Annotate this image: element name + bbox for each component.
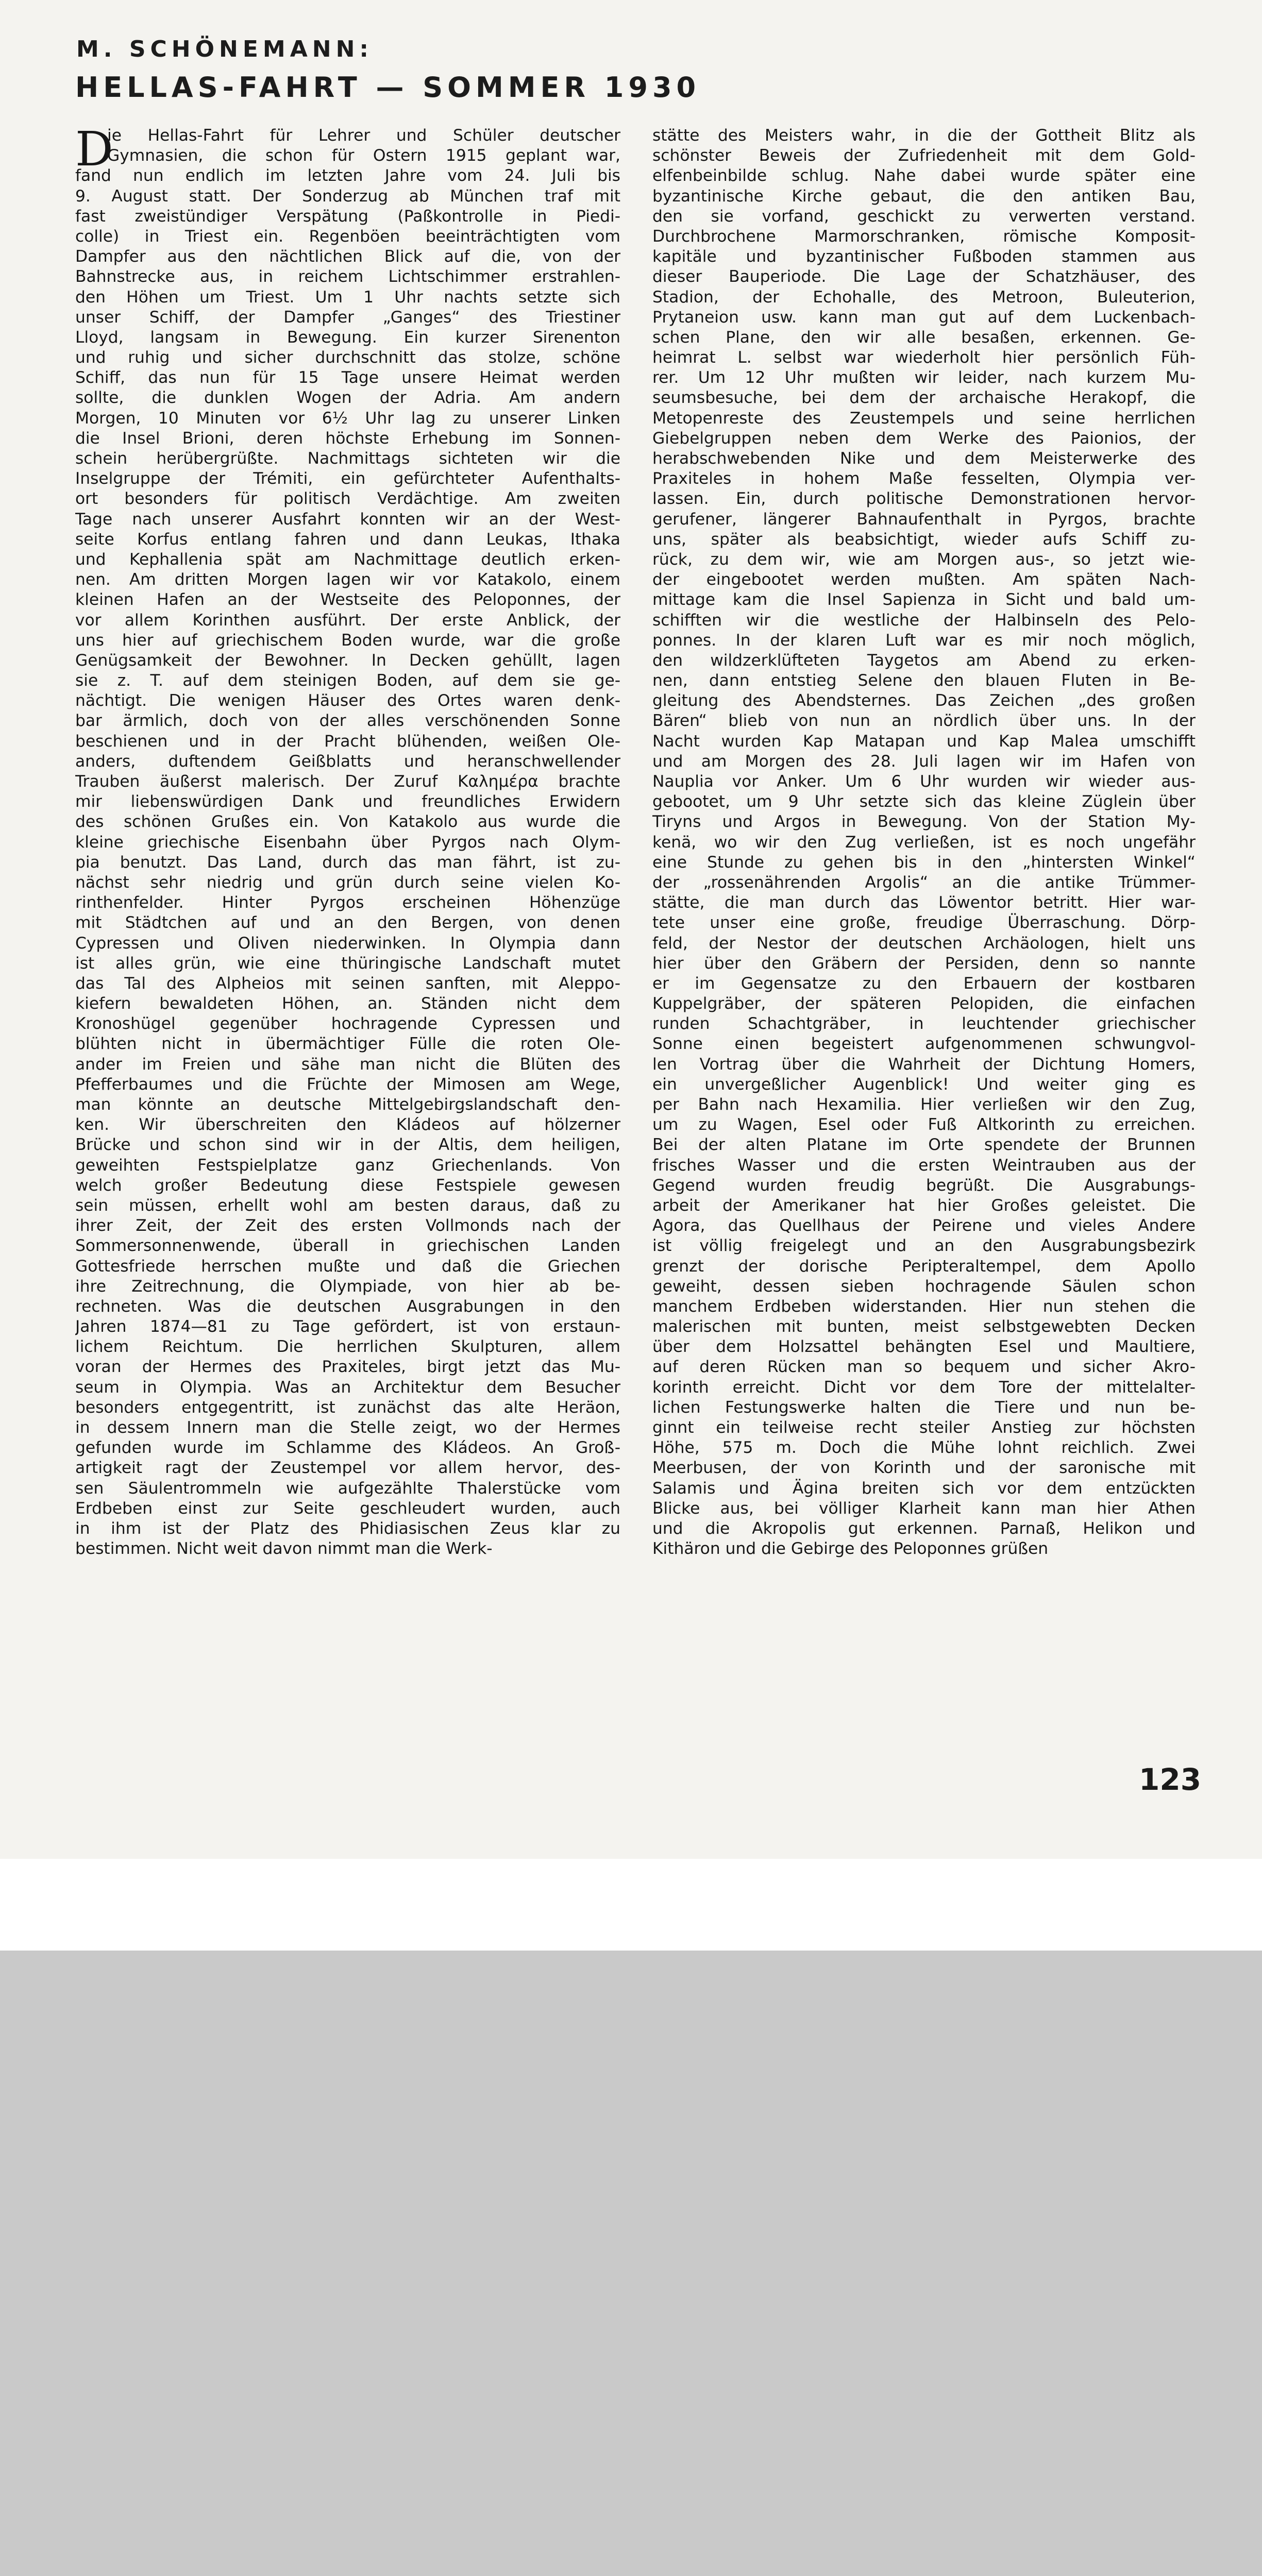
- text-line: anders, duftendem Geißblatts und heranschwellender: [75, 752, 620, 771]
- text-line: lichen Festungswerke halten die Tiere und nun be-: [652, 1398, 1196, 1417]
- text-line: vor allem Korinthen ausführt. Der erste Anblick, der: [75, 611, 620, 630]
- text-line: das Tal des Alpheios mit seinen sanften, mit Aleppo-: [75, 974, 620, 993]
- text-line: dieser Bauperiode. Die Lage der Schatzhäuser, des: [652, 267, 1196, 286]
- text-line: Tage nach unserer Ausfahrt konnten wir an der West-: [75, 510, 620, 529]
- text-line: und Kephallenia spät am Nachmittage deutlich erken-: [75, 550, 620, 569]
- text-line: seumsbesuche, bei dem der archaische Herakopf, die: [652, 388, 1196, 408]
- text-line: schifften wir die westliche der Halbinseln des Pelo-: [652, 611, 1196, 630]
- text-line: fand nun endlich im letzten Jahre vom 24. Juli bis: [75, 166, 620, 185]
- text-line: sie z. T. auf dem steinigen Boden, auf dem sie ge-: [75, 671, 620, 690]
- text-line: nen. Am dritten Morgen lagen wir vor Katakolo, einem: [75, 570, 620, 589]
- text-line: artigkeit ragt der Zeustempel vor allem hervor, des-: [75, 1459, 620, 1478]
- text-line: mittage kam die Insel Sapienza in Sicht und bald um-: [652, 590, 1196, 609]
- text-line: runden Schachtgräber, in leuchtender griechischer: [652, 1014, 1196, 1033]
- text-line: nen, dann entstieg Selene den blauen Fluten in Be-: [652, 671, 1196, 690]
- article-author: M. SCHÖNEMANN:: [76, 36, 373, 62]
- text-line: eine Stunde zu gehen bis in den „hintersten Winkel“: [652, 853, 1196, 872]
- text-line: ponnes. In der klaren Luft war es mir noch möglich,: [652, 631, 1196, 650]
- text-line: voran der Hermes des Praxiteles, birgt jetzt das Mu-: [75, 1358, 620, 1377]
- text-line: beschienen und in der Pracht blühenden, weißen Ole-: [75, 732, 620, 751]
- text-line: Kronoshügel gegenüber hochragende Cypressen und: [75, 1014, 620, 1033]
- text-line: Sonne einen begeistert aufgenommenen schwungvol-: [652, 1035, 1196, 1054]
- text-line: ein unvergeßlicher Augenblick! Und weiter ging es: [652, 1075, 1196, 1094]
- text-line: Stadion, der Echohalle, des Metroon, Buleuterion,: [652, 287, 1196, 307]
- text-line: Morgen, 10 Minuten vor 6½ Uhr lag zu unserer Linken: [75, 409, 620, 428]
- text-line: und die Akropolis gut erkennen. Parnaß, Helikon und: [652, 1519, 1196, 1538]
- text-line: um zu Wagen, Esel oder Fuß Altkorinth zu erreichen.: [652, 1115, 1196, 1134]
- text-line: seum in Olympia. Was an Architektur dem Besucher: [75, 1378, 620, 1397]
- text-line: der eingebootet werden mußten. Am späten Nach-: [652, 570, 1196, 589]
- text-line: ist völlig freigelegt und an den Ausgrabungsbezirk: [652, 1236, 1196, 1256]
- text-line: über dem Holzsattel behängten Esel und Maultiere,: [652, 1337, 1196, 1357]
- text-line: stätte, die man durch das Löwentor betritt. Hier war-: [652, 893, 1196, 912]
- text-line: Genügsamkeit der Bewohner. In Decken gehüllt, lagen: [75, 651, 620, 670]
- text-line: rer. Um 12 Uhr mußten wir leider, nach kurzem Mu-: [652, 368, 1196, 387]
- text-line: elfenbeinbilde schlug. Nahe dabei wurde später eine: [652, 166, 1196, 185]
- text-line: unser Schiff, der Dampfer „Ganges“ des Triestiner: [75, 308, 620, 327]
- text-line: stätte des Meisters wahr, in die der Gottheit Blitz als: [652, 126, 1196, 145]
- text-line: ginnt ein teilweise recht steiler Anstieg zur höchsten: [652, 1418, 1196, 1437]
- text-line: Schiff, das nun für 15 Tage unsere Heimat werden: [75, 368, 620, 387]
- text-line: Gegend wurden freudig begrüßt. Die Ausgrabungs-: [652, 1176, 1196, 1195]
- text-line: auf deren Rücken man so bequem und sicher Akro-: [652, 1358, 1196, 1377]
- text-line: rück, zu dem wir, wie am Morgen aus-, so jetzt wie-: [652, 550, 1196, 569]
- drop-cap: D: [75, 122, 113, 177]
- text-line: kenä, wo wir den Zug verließen, ist es noch ungefähr: [652, 833, 1196, 852]
- text-line: den Höhen um Triest. Um 1 Uhr nachts setzte sich: [75, 287, 620, 307]
- text-line: Cypressen und Oliven niederwinken. In Olympia dann: [75, 934, 620, 953]
- text-line: geweiht, dessen sieben hochragende Säulen schon: [652, 1277, 1196, 1296]
- text-line: bestimmen. Nicht weit davon nimmt man die Werk-: [75, 1539, 493, 1558]
- text-line: nächtigt. Die wenigen Häuser des Ortes waren denk-: [75, 691, 620, 710]
- text-line: ander im Freien und sähe man nicht die Blüten des: [75, 1055, 620, 1074]
- text-line: Blicke aus, bei völliger Klarheit kann man hier Athen: [652, 1499, 1196, 1518]
- page-number: 123: [1139, 1762, 1202, 1797]
- text-line: den wildzerklüfteten Taygetos am Abend zu erken-: [652, 651, 1196, 670]
- text-line: len Vortrag über die Wahrheit der Dichtung Homers,: [652, 1055, 1196, 1074]
- text-line: gefunden wurde im Schlamme des Kládeos. An Groß-: [75, 1438, 620, 1458]
- text-line: tete unser eine große, freudige Überraschung. Dörp-: [652, 913, 1196, 933]
- text-line: byzantinische Kirche gebaut, die den antiken Bau,: [652, 187, 1196, 206]
- text-line: gebootet, um 9 Uhr setzte sich das kleine Züglein über: [652, 792, 1196, 811]
- text-line: gerufener, längerer Bahnaufenthalt in Pyrgos, brachte: [652, 510, 1196, 529]
- text-line: Pfefferbaumes und die Früchte der Mimosen am Wege,: [75, 1075, 620, 1094]
- text-line: in ihm ist der Platz des Phidiasischen Zeus klar zu: [75, 1519, 620, 1538]
- text-line: fast zweistündiger Verspätung (Paßkontrolle in Piedi-: [75, 207, 620, 226]
- text-line: Gymnasien, die schon für Ostern 1915 geplant war,: [107, 146, 620, 165]
- text-line: geweihten Festspielplatze ganz Griechenlands. Von: [75, 1156, 620, 1175]
- text-line: Höhe, 575 m. Doch die Mühe lohnt reichlich. Zwei: [652, 1438, 1196, 1458]
- text-line: rinthenfelder. Hinter Pyrgos erscheinen Höhenzüge: [75, 893, 620, 912]
- text-line: Bären“ blieb von nun an nördlich über uns. In der: [652, 711, 1196, 731]
- text-line: Nauplia vor Anker. Um 6 Uhr wurden wir wieder aus-: [652, 772, 1196, 791]
- text-line: pia benutzt. Das Land, durch das man fährt, ist zu-: [75, 853, 620, 872]
- text-line: uns hier auf griechischem Boden wurde, war die große: [75, 631, 620, 650]
- text-line: herabschwebenden Nike und dem Meisterwerke des: [652, 449, 1196, 468]
- text-line: er im Gegensatze zu den Erbauern der kostbaren: [652, 974, 1196, 993]
- text-line: Kithäron und die Gebirge des Peloponnes grüßen: [652, 1539, 1049, 1558]
- text-line: Giebelgruppen neben dem Werke des Paionios, der: [652, 429, 1196, 448]
- left-text-column: [75, 122, 620, 1559]
- text-line: lichem Reichtum. Die herrlichen Skulpturen, allem: [75, 1337, 620, 1357]
- text-line: Inselgruppe der Trémiti, ein gefürchteter Aufenthalts-: [75, 469, 620, 488]
- text-line: mir liebenswürdigen Dank und freundliches Erwidern: [75, 792, 620, 811]
- text-line: kleinen Hafen an der Westseite des Peloponnes, der: [75, 590, 620, 609]
- text-line: Kuppelgräber, der späteren Pelopiden, die einfachen: [652, 994, 1196, 1013]
- text-line: bar ärmlich, doch von der alles verschönenden Sonne: [75, 711, 620, 731]
- text-line: des schönen Grußes ein. Von Katakolo aus wurde die: [75, 812, 620, 832]
- text-line: in dessem Innern man die Stelle zeigt, wo der Hermes: [75, 1418, 620, 1437]
- text-line: ist alles grün, wie eine thüringische Landschaft mutet: [75, 954, 620, 973]
- text-line: colle) in Triest ein. Regenböen beeinträchtigten vom: [75, 227, 620, 246]
- text-line: malerischen mit bunten, meist selbstgewebten Decken: [652, 1317, 1196, 1336]
- text-line: seite Korfus entlang fahren und dann Leukas, Ithaka: [75, 530, 620, 549]
- text-line: ort besonders für politisch Verdächtige. Am zweiten: [75, 489, 620, 509]
- text-line: ihrer Zeit, der Zeit des ersten Vollmonds nach der: [75, 1216, 620, 1235]
- text-line: und ruhig und sicher durchschnitt das stolze, schöne: [75, 348, 620, 367]
- text-line: gleitung des Abendsternes. Das Zeichen „des großen: [652, 691, 1196, 710]
- text-line: heimrat L. selbst war wiederholt hier persönlich Füh-: [652, 348, 1196, 367]
- text-line: per Bahn nach Hexamilia. Hier verließen wir den Zug,: [652, 1095, 1196, 1114]
- text-line: kapitäle und byzantinischer Fußboden stammen aus: [652, 247, 1196, 266]
- text-line: kleine griechische Eisenbahn über Pyrgos nach Olym-: [75, 833, 620, 852]
- viewer-footer: [0, 1859, 1262, 1951]
- text-line: ihre Zeitrechnung, die Olympiade, von hier ab be-: [75, 1277, 620, 1296]
- text-line: den sie vorfand, geschickt zu verwerten verstand.: [652, 207, 1196, 226]
- text-line: frisches Wasser und die ersten Weintrauben aus der: [652, 1156, 1196, 1175]
- text-line: Agora, das Quellhaus der Peirene und vieles Andere: [652, 1216, 1196, 1235]
- text-line: ken. Wir überschreiten den Kládeos auf hölzerner: [75, 1115, 620, 1134]
- text-line: Lloyd, langsam in Bewegung. Ein kurzer Sirenenton: [75, 328, 620, 347]
- text-line: Brücke und schon sind wir in der Altis, dem heiligen,: [75, 1136, 620, 1155]
- text-line: schen Plane, den wir alle besaßen, erkennen. Ge-: [652, 328, 1196, 347]
- text-line: 9. August statt. Der Sonderzug ab München traf mit: [75, 187, 620, 206]
- text-line: und am Morgen des 28. Juli lagen wir im Hafen von: [652, 752, 1196, 771]
- text-line: rechneten. Was die deutschen Ausgrabungen in den: [75, 1297, 620, 1316]
- text-line: korinth erreicht. Dicht vor dem Tore der mittelalter-: [652, 1378, 1196, 1397]
- text-line: grenzt der dorische Peripteraltempel, dem Apollo: [652, 1257, 1196, 1276]
- text-line: Dampfer aus den nächtlichen Blick auf die, von der: [75, 247, 620, 266]
- text-line: mit Städtchen auf und an den Bergen, von denen: [75, 913, 620, 933]
- text-line: manchem Erdbeben widerstanden. Hier nun stehen die: [652, 1297, 1196, 1316]
- right-text-column: [652, 126, 1196, 1559]
- text-line: Erdbeben einst zur Seite geschleudert wurden, auch: [75, 1499, 620, 1518]
- text-line: Sommersonnenwende, überall in griechischen Landen: [75, 1236, 620, 1256]
- text-line: hier über den Gräbern der Persiden, denn so nannte: [652, 954, 1196, 973]
- text-line: Bahnstrecke aus, in reichem Lichtschimmer erstrahlen-: [75, 267, 620, 286]
- text-line: ie Hellas-Fahrt für Lehrer und Schüler deutscher: [107, 126, 620, 145]
- text-line: Bei der alten Platane im Orte spendete der Brunnen: [652, 1136, 1196, 1155]
- text-line: kiefern bewaldeten Höhen, an. Ständen nicht dem: [75, 994, 620, 1013]
- text-line: Trauben äußerst malerisch. Der Zuruf Καλημέρα brachte: [75, 772, 620, 791]
- text-line: man könnte an deutsche Mittelgebirgslandschaft den-: [75, 1095, 620, 1114]
- text-line: welch großer Bedeutung diese Festspiele gewesen: [75, 1176, 620, 1195]
- text-line: feld, der Nestor der deutschen Archäologen, hielt uns: [652, 934, 1196, 953]
- text-line: blühten nicht in übermächtiger Fülle die roten Ole-: [75, 1035, 620, 1054]
- text-line: lassen. Ein, durch politische Demonstrationen hervor-: [652, 489, 1196, 509]
- text-line: Metopenreste des Zeustempels und seine herrlichen: [652, 409, 1196, 428]
- text-line: sollte, die dunklen Wogen der Adria. Am andern: [75, 388, 620, 408]
- text-line: sein müssen, erhellt wohl am besten daraus, daß zu: [75, 1196, 620, 1215]
- text-line: schönster Beweis der Zufriedenheit mit dem Gold-: [652, 146, 1196, 165]
- text-line: Meerbusen, der von Korinth und der saronische mit: [652, 1459, 1196, 1478]
- text-line: der „rossenährenden Argolis“ an die antike Trümmer-: [652, 873, 1196, 892]
- text-line: Jahren 1874—81 zu Tage gefördert, ist von erstaun-: [75, 1317, 620, 1336]
- text-line: Durchbrochene Marmorschranken, römische Komposit-: [652, 227, 1196, 246]
- text-line: Salamis und Ägina breiten sich vor dem entzückten: [652, 1479, 1196, 1498]
- text-line: uns, später als beabsichtigt, wieder aufs Schiff zu-: [652, 530, 1196, 549]
- text-line: sen Säulentrommeln wie aufgezählte Thalerstücke vom: [75, 1479, 620, 1498]
- text-line: nächst sehr niedrig und grün durch seine vielen Ko-: [75, 873, 620, 892]
- text-line: Nacht wurden Kap Matapan und Kap Malea umschifft: [652, 732, 1196, 751]
- text-line: besonders entgegentritt, ist zunächst das alte Heräon,: [75, 1398, 620, 1417]
- article-title: HELLAS-FAHRT — SOMMER 1930: [75, 71, 701, 104]
- text-line: Tiryns und Argos in Bewegung. Von der Station My-: [652, 812, 1196, 832]
- text-line: arbeit der Amerikaner hat hier Großes geleistet. Die: [652, 1196, 1196, 1215]
- text-line: Prytaneion usw. kann man gut auf dem Luckenbach-: [652, 308, 1196, 327]
- text-line: schein herübergrüßte. Nachmittags sichteten wir die: [75, 449, 620, 468]
- text-line: Gottesfriede herrschen mußte und daß die Griechen: [75, 1257, 620, 1276]
- text-line: die Insel Brioni, deren höchste Erhebung im Sonnen-: [75, 429, 620, 448]
- text-line: Praxiteles in hohem Maße fesselten, Olympia ver-: [652, 469, 1196, 488]
